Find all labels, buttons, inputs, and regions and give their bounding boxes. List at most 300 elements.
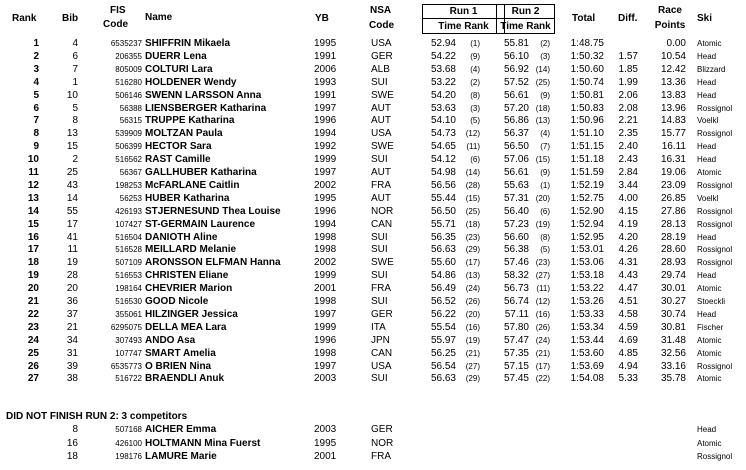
run2-rank-cell: (14)	[535, 64, 550, 74]
diff-cell: 2.06	[618, 89, 638, 101]
diff-cell: 2.21	[618, 115, 638, 127]
dnf-row	[0, 424, 746, 436]
rank-cell: 7	[33, 115, 39, 127]
fis-code-cell: 107427	[115, 219, 142, 229]
fis-code-cell: 56253	[119, 193, 142, 203]
run2-rank-cell: (11)	[536, 284, 550, 294]
ski-brand-cell: Blizzard	[697, 64, 726, 74]
result-row	[0, 296, 746, 308]
birth-year-cell: 1996	[314, 334, 337, 346]
rank-cell: 4	[33, 76, 39, 88]
run2-time-cell: 56.92	[503, 63, 529, 75]
run2-time-cell: 56.50	[503, 141, 529, 153]
run1-time-cell: 54.22	[430, 50, 456, 62]
rank-cell: 10	[27, 154, 39, 166]
run2-time-cell: 56.60	[503, 231, 529, 243]
dnf-row	[0, 451, 746, 463]
nation-cell: AUT	[371, 167, 391, 178]
ski-brand-cell: Head	[697, 271, 717, 281]
header-fis-line2: Code	[103, 19, 128, 30]
birth-year-cell: 1997	[314, 308, 337, 320]
athlete-name-cell: O BRIEN Nina	[145, 360, 212, 372]
diff-cell: 4.59	[618, 321, 638, 333]
birth-year-cell: 1997	[314, 102, 337, 114]
run2-rank-cell: (9)	[540, 90, 550, 100]
race-points-cell: 13.83	[660, 89, 686, 101]
run1-time-cell: 56.54	[430, 360, 456, 372]
run2-rank-cell: (6)	[540, 206, 550, 216]
nation-cell: AUT	[371, 102, 391, 114]
result-row	[0, 322, 746, 334]
birth-year-cell: 1998	[314, 347, 337, 359]
bib-cell: 25	[66, 167, 78, 178]
run2-rank-cell: (23)	[535, 258, 550, 268]
athlete-name-cell: HOLDENER Wendy	[145, 76, 237, 88]
total-time-cell: 1:53.33	[570, 308, 604, 320]
total-time-cell: 1:52.95	[570, 231, 604, 243]
race-points-cell: 32.56	[660, 347, 686, 359]
run1-rank-cell: (14)	[465, 168, 480, 177]
run1-rank-cell: (16)	[465, 322, 480, 332]
result-row	[0, 115, 746, 127]
run1-time-cell: 54.10	[430, 115, 456, 127]
race-points-cell: 28.19	[660, 231, 686, 243]
run1-time-cell: 56.52	[430, 296, 456, 307]
race-points-cell: 30.27	[660, 296, 686, 307]
run1-rank-cell: (15)	[465, 193, 480, 203]
nation-cell: GER	[371, 424, 393, 435]
birth-year-cell: 2006	[314, 63, 337, 75]
fis-code-cell: 426193	[115, 206, 142, 216]
birth-year-cell: 2003	[314, 373, 337, 385]
header-run1: Run 1	[449, 6, 478, 17]
athlete-name-cell: STJERNESUND Thea Louise	[145, 205, 281, 217]
run1-time-cell: 55.60	[430, 257, 456, 269]
total-time-cell: 1:53.06	[570, 257, 604, 269]
diff-cell: 4.31	[618, 257, 638, 269]
result-row	[0, 38, 746, 50]
run2-time-cell: 57.46	[503, 257, 529, 269]
run2-rank-cell: (7)	[540, 142, 550, 152]
total-time-cell: 1:52.19	[570, 179, 604, 191]
race-points-cell: 10.54	[660, 50, 686, 62]
result-row	[0, 128, 746, 140]
run2-time-cell: 57.31	[503, 192, 529, 204]
race-points-cell: 16.11	[661, 141, 686, 153]
athlete-name-cell: McFARLANE Caitlin	[145, 179, 240, 191]
run2-rank-cell: (26)	[535, 322, 550, 332]
result-row	[0, 64, 746, 76]
run1-time-cell: 55.97	[430, 334, 456, 346]
race-points-cell: 27.86	[660, 205, 686, 217]
header-yb: YB	[315, 13, 329, 24]
nation-cell: SUI	[371, 296, 388, 307]
result-row	[0, 232, 746, 244]
ski-brand-cell: Voelkl	[697, 193, 719, 203]
result-row	[0, 219, 746, 231]
fis-code-cell: 506146	[115, 90, 142, 100]
bib-cell: 55	[66, 205, 78, 217]
run2-rank-cell: (3)	[540, 51, 550, 61]
birth-year-cell: 1996	[314, 115, 337, 127]
fis-code-cell: 539909	[115, 129, 142, 139]
athlete-name-cell: DANIOTH Aline	[145, 231, 218, 243]
run2-rank-cell: (9)	[540, 168, 550, 177]
race-points-cell: 13.36	[660, 76, 686, 88]
rank-cell: 22	[27, 308, 39, 320]
diff-cell: 3.44	[618, 179, 638, 191]
run2-time-cell: 57.52	[503, 76, 529, 88]
race-points-cell: 19.06	[660, 167, 686, 178]
run2-time-cell: 56.38	[503, 244, 529, 256]
run1-rank-cell: (12)	[465, 129, 480, 139]
rank-cell: 25	[27, 347, 39, 359]
fis-code-cell: 426100	[115, 438, 142, 448]
bib-cell: 5	[72, 102, 78, 114]
nation-cell: AUT	[371, 115, 391, 127]
dnf-title: DID NOT FINISH RUN 2: 3 competitors	[6, 411, 188, 422]
rank-cell: 16	[27, 231, 39, 243]
fis-code-cell: 307493	[115, 335, 142, 345]
nation-cell: JPN	[371, 334, 390, 346]
race-points-cell: 16.31	[660, 154, 686, 166]
athlete-name-cell: LAMURE Marie	[145, 451, 217, 462]
ski-brand-cell: Head	[697, 425, 717, 434]
rank-cell: 2	[33, 50, 39, 62]
run2-time-cell: 56.40	[503, 205, 529, 217]
diff-cell: 1.99	[618, 76, 638, 88]
run2-rank-cell: (2)	[540, 39, 550, 48]
total-time-cell: 1:50.32	[570, 50, 604, 62]
athlete-name-cell: SWENN LARSSON Anna	[145, 89, 262, 101]
total-time-cell: 1:53.60	[570, 347, 604, 359]
athlete-name-cell: LIENSBERGER Katharina	[145, 102, 267, 114]
race-points-cell: 35.78	[660, 373, 686, 385]
bib-cell: 7	[72, 63, 78, 75]
fis-code-cell: 206355	[115, 51, 142, 61]
rank-cell: 11	[28, 167, 39, 178]
diff-cell: 4.43	[618, 270, 638, 282]
run2-time-cell: 56.10	[503, 50, 529, 62]
run1-rank-cell: (4)	[470, 64, 480, 74]
birth-year-cell: 1995	[314, 437, 337, 449]
run1-rank-cell: (28)	[465, 180, 480, 190]
result-row	[0, 90, 746, 102]
bib-cell: 37	[66, 308, 78, 320]
birth-year-cell: 1995	[314, 192, 337, 204]
fis-code-cell: 6295075	[110, 322, 142, 332]
run2-time-cell: 56.61	[503, 89, 529, 101]
ski-brand-cell: Atomic	[697, 438, 722, 448]
nation-cell: SWE	[371, 257, 394, 269]
fis-code-cell: 6535237	[110, 39, 142, 48]
rank-cell: 13	[27, 192, 39, 204]
run1-time-cell: 56.25	[430, 347, 456, 359]
athlete-name-cell: SMART Amelia	[145, 347, 216, 359]
header-race-line2: Points	[654, 20, 686, 31]
nation-cell: USA	[371, 360, 392, 372]
bib-cell: 38	[66, 373, 78, 385]
run1-time-cell: 55.71	[430, 218, 456, 230]
fis-code-cell: 355061	[115, 309, 142, 319]
result-row	[0, 206, 746, 218]
birth-year-cell: 2002	[314, 179, 337, 191]
athlete-name-cell: MOLTZAN Paula	[145, 128, 223, 140]
birth-year-cell: 1999	[314, 154, 337, 166]
bib-cell: 6	[72, 50, 78, 62]
result-row	[0, 244, 746, 256]
result-row	[0, 257, 746, 269]
ski-brand-cell: Rossignol	[697, 180, 733, 190]
diff-cell: 4.47	[618, 283, 638, 295]
fis-code-cell: 516504	[115, 232, 142, 242]
run2-time-cell: 56.73	[503, 283, 529, 295]
result-row	[0, 193, 746, 205]
bib-cell: 4	[72, 38, 78, 49]
diff-cell: 4.94	[618, 360, 638, 372]
race-points-cell: 30.74	[660, 308, 686, 320]
run1-rank-cell: (13)	[465, 271, 480, 281]
run1-time-cell: 54.86	[430, 270, 456, 282]
bib-cell: 10	[66, 89, 78, 101]
rank-cell: 6	[33, 102, 39, 114]
fis-code-cell: 56315	[119, 116, 142, 126]
rank-cell: 24	[27, 334, 39, 346]
run1-rank-cell: (8)	[470, 90, 480, 100]
birth-year-cell: 1993	[314, 76, 337, 88]
rank-cell: 18	[27, 257, 39, 269]
fis-code-cell: 198164	[115, 284, 142, 294]
fis-code-cell: 507109	[115, 258, 142, 268]
total-time-cell: 1:51.10	[570, 128, 604, 140]
diff-cell: 2.08	[618, 102, 638, 114]
athlete-name-cell: ARONSSON ELFMAN Hanna	[145, 257, 281, 269]
fis-code-cell: 198253	[115, 180, 142, 190]
bib-cell: 13	[66, 128, 78, 140]
birth-year-cell: 1994	[314, 128, 337, 140]
rank-cell: 12	[27, 179, 39, 191]
run1-time-cell: 56.49	[430, 283, 456, 295]
nation-cell: USA	[371, 128, 392, 140]
diff-cell: 5.33	[618, 373, 638, 385]
run1-rank-cell: (3)	[470, 103, 480, 113]
total-time-cell: 1:50.96	[570, 115, 604, 127]
nation-cell: FRA	[371, 451, 391, 462]
bib-cell: 15	[66, 141, 78, 153]
birth-year-cell: 1997	[314, 167, 337, 178]
birth-year-cell: 2001	[314, 451, 337, 462]
run2-time-cell: 57.06	[503, 154, 529, 166]
birth-year-cell: 2002	[314, 257, 337, 269]
bib-cell: 16	[66, 437, 78, 449]
nation-cell: NOR	[371, 205, 394, 217]
ski-brand-cell: Atomic	[697, 39, 722, 48]
birth-year-cell: 1995	[314, 38, 337, 49]
fis-code-cell: 516280	[115, 77, 142, 87]
run1-rank-cell: (2)	[470, 77, 480, 87]
run2-rank-cell: (15)	[535, 155, 550, 165]
diff-cell: 4.15	[618, 205, 638, 217]
athlete-name-cell: RAST Camille	[145, 154, 211, 166]
birth-year-cell: 2001	[314, 283, 337, 295]
run2-time-cell: 57.80	[503, 321, 529, 333]
bib-cell: 19	[66, 257, 78, 269]
nation-cell: ALB	[371, 63, 390, 75]
birth-year-cell: 1994	[314, 218, 337, 230]
nation-cell: CAN	[371, 218, 393, 230]
run1-time-cell: 54.20	[430, 89, 456, 101]
athlete-name-cell: BRAENDLI Anuk	[145, 373, 225, 385]
race-points-cell: 26.85	[660, 192, 686, 204]
run1-rank-cell: (20)	[465, 309, 480, 319]
run1-time-cell: 54.65	[430, 141, 456, 153]
result-row	[0, 141, 746, 153]
bib-cell: 2	[72, 154, 78, 166]
rank-cell: 8	[33, 128, 39, 140]
header-nsa-line2: Code	[369, 20, 394, 31]
result-row	[0, 335, 746, 347]
run1-time-cell: 53.22	[430, 76, 456, 88]
diff-cell: 4.51	[618, 296, 638, 307]
athlete-name-cell: TRUPPE Katharina	[145, 115, 235, 127]
run2-time-cell: 57.45	[503, 373, 529, 385]
bib-cell: 20	[66, 283, 78, 295]
race-points-cell: 15.77	[660, 128, 686, 140]
rank-cell: 15	[27, 218, 39, 230]
race-points-cell: 31.48	[660, 334, 686, 346]
ski-brand-cell: Head	[697, 142, 717, 152]
birth-year-cell: 1991	[314, 50, 337, 62]
run1-time-cell: 56.22	[430, 308, 456, 320]
result-row	[0, 283, 746, 295]
fis-code-cell: 516562	[115, 155, 142, 165]
nation-cell: FRA	[371, 283, 391, 295]
result-row	[0, 348, 746, 360]
header-nsa-line1: NSA	[370, 5, 392, 16]
total-time-cell: 1:53.18	[570, 270, 604, 282]
run1-rank-cell: (24)	[465, 284, 480, 294]
athlete-name-cell: DELLA MEA Lara	[145, 321, 227, 333]
result-row	[0, 270, 746, 282]
ski-brand-cell: Atomic	[697, 348, 722, 358]
result-row	[0, 154, 746, 166]
bib-cell: 31	[66, 347, 78, 359]
header-ski: Ski	[697, 13, 713, 24]
run2-time-cell: 57.11	[504, 308, 529, 320]
run2-rank-cell: (20)	[535, 193, 550, 203]
run1-time-cell: 53.63	[430, 102, 456, 114]
header-diff: Diff.	[618, 13, 638, 24]
nation-cell: GER	[371, 308, 393, 320]
run1-time-cell: 56.63	[430, 373, 456, 385]
fis-code-cell: 507168	[115, 425, 142, 434]
bib-cell: 36	[66, 296, 78, 307]
run1-rank-cell: (25)	[465, 206, 480, 216]
result-row	[0, 167, 746, 179]
birth-year-cell: 1992	[314, 141, 337, 153]
fis-code-cell: 506399	[115, 142, 142, 152]
race-points-cell: 29.74	[660, 270, 686, 282]
race-points-cell: 12.42	[660, 63, 686, 75]
header-run2: Run 2	[511, 6, 540, 17]
fis-code-cell: 107747	[115, 348, 142, 358]
run2-time-cell: 56.61	[503, 167, 529, 178]
ski-brand-cell: Fischer	[697, 322, 724, 332]
ski-brand-cell: Rossignol	[697, 245, 733, 255]
run2-time-cell: 56.74	[503, 296, 529, 307]
fis-code-cell: 516530	[115, 297, 142, 306]
nation-cell: SUI	[371, 231, 388, 243]
fis-code-cell: 516528	[115, 245, 142, 255]
race-points-cell: 0.00	[666, 38, 686, 49]
athlete-name-cell: HOLTMANN Mina Fuerst	[145, 437, 261, 449]
result-row	[0, 361, 746, 373]
birth-year-cell: 1998	[314, 296, 337, 307]
birth-year-cell: 1999	[314, 321, 337, 333]
fis-code-cell: 516722	[115, 374, 142, 384]
result-row	[0, 373, 746, 385]
bib-cell: 18	[66, 451, 78, 462]
diff-cell: 2.35	[618, 128, 638, 140]
run1-rank-cell: (26)	[465, 297, 480, 306]
run1-time-cell: 53.68	[430, 63, 456, 75]
fis-code-cell: 805009	[115, 64, 142, 74]
ski-brand-cell: Atomic	[697, 374, 722, 384]
athlete-name-cell: CHEVRIER Marion	[145, 283, 233, 295]
nation-cell: SUI	[371, 76, 388, 88]
run1-time-cell: 54.12	[430, 154, 456, 166]
run2-rank-cell: (21)	[535, 348, 550, 358]
ski-brand-cell: Rossignol	[697, 129, 733, 139]
total-time-cell: 1:54.08	[570, 373, 604, 385]
total-time-cell: 1:53.01	[570, 244, 604, 256]
run1-rank-cell: (29)	[465, 245, 480, 255]
diff-cell: 2.43	[618, 154, 638, 166]
nation-cell: AUT	[371, 192, 391, 204]
ski-brand-cell: Head	[697, 155, 717, 165]
ski-brand-cell: Rossignol	[697, 103, 733, 113]
birth-year-cell: 1998	[314, 244, 337, 256]
result-row	[0, 77, 746, 89]
run2-time-cell: 56.37	[503, 128, 529, 140]
rank-cell: 9	[33, 141, 39, 153]
run2-rank-cell: (4)	[540, 129, 550, 139]
nation-cell: GER	[371, 50, 393, 62]
run1-time-cell: 56.63	[430, 244, 456, 256]
dnf-row	[0, 438, 746, 450]
diff-cell: 4.20	[618, 231, 638, 243]
rank-cell: 3	[33, 63, 39, 75]
rank-cell: 23	[27, 321, 39, 333]
run2-time-cell: 57.20	[503, 102, 529, 114]
rank-cell: 26	[27, 360, 39, 372]
fis-code-cell: 56367	[119, 168, 142, 177]
ski-brand-cell: Voelkl	[697, 116, 719, 126]
ski-brand-cell: Atomic	[697, 335, 722, 345]
athlete-name-cell: AICHER Emma	[145, 424, 217, 435]
header-rank: Rank	[12, 13, 37, 24]
run2-rank-cell: (8)	[540, 232, 550, 242]
run1-rank-cell: (29)	[465, 374, 480, 384]
bib-cell: 21	[66, 321, 78, 333]
run2-rank-cell: (19)	[535, 219, 550, 229]
race-points-cell: 33.16	[660, 360, 686, 372]
bib-cell: 14	[66, 192, 78, 204]
run1-time-cell: 56.35	[430, 231, 456, 243]
bib-cell: 43	[66, 179, 78, 191]
run1-time-cell: 56.56	[430, 179, 456, 191]
bib-cell: 34	[66, 334, 78, 346]
